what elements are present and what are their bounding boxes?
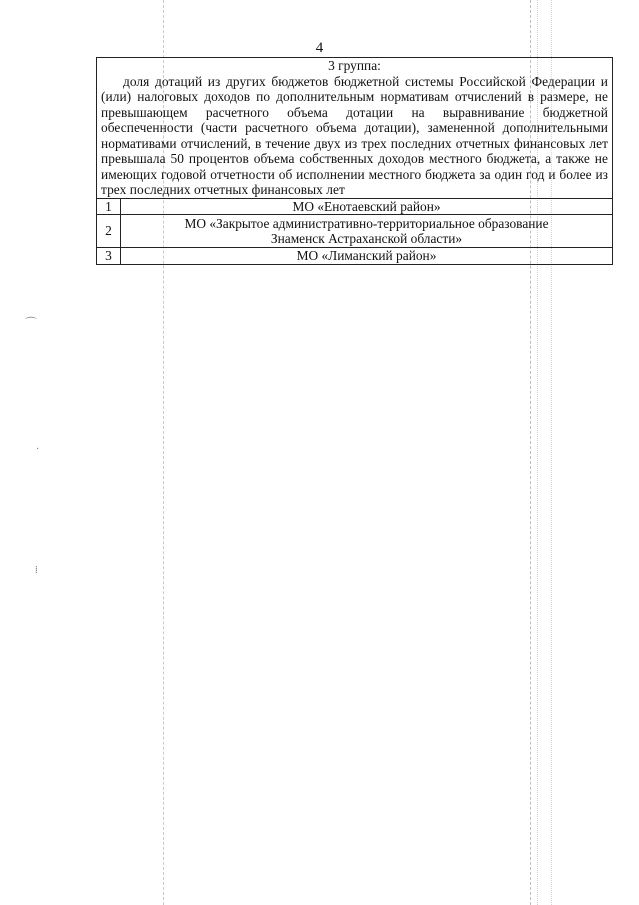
scan-smudge: ·	[36, 444, 40, 455]
municipality-group-table	[96, 57, 613, 265]
row-number: 2	[97, 215, 121, 248]
table-row	[97, 215, 613, 248]
table-row	[97, 198, 613, 215]
municipality-name-line: МО «Закрытое административно-территориальное образование	[184, 215, 549, 231]
municipality-name: МО «Енотаевский район»	[121, 198, 613, 215]
group-header-row	[97, 58, 613, 199]
row-number: 3	[97, 248, 121, 265]
group-header-cell	[97, 58, 613, 199]
municipality-name-line: Знаменск Астраханской области»	[270, 231, 463, 246]
municipality-name	[121, 215, 613, 248]
page-number: 4	[315, 40, 324, 56]
municipality-name: МО «Лиманский район»	[121, 248, 613, 265]
table-row	[97, 248, 613, 265]
row-number: 1	[97, 198, 121, 215]
group-title: 3 группа:	[328, 58, 381, 73]
scan-smudge: ⁞	[35, 565, 38, 576]
group-description: доля дотаций из других бюджетов бюджетной системы Российской Федерации и (или) налоговых доходов по дополнительным нормативам отчислений в размере, не превышающем расчетного объема дотации на выравнивание бюджетной обеспеченности (части расчетного объема дотации), замененной дополнительными нормативами отчислений, в течение двух из трех последних отчетных финансовых лет превышала 50 процентов объема собственных доходов местного бюджета, а также не имеющих годовой отчетности об исполнении местного бюджета за один год и более из трех последних отчетных финансовых лет	[101, 73, 608, 197]
scan-smudge: ⌒	[25, 316, 38, 330]
